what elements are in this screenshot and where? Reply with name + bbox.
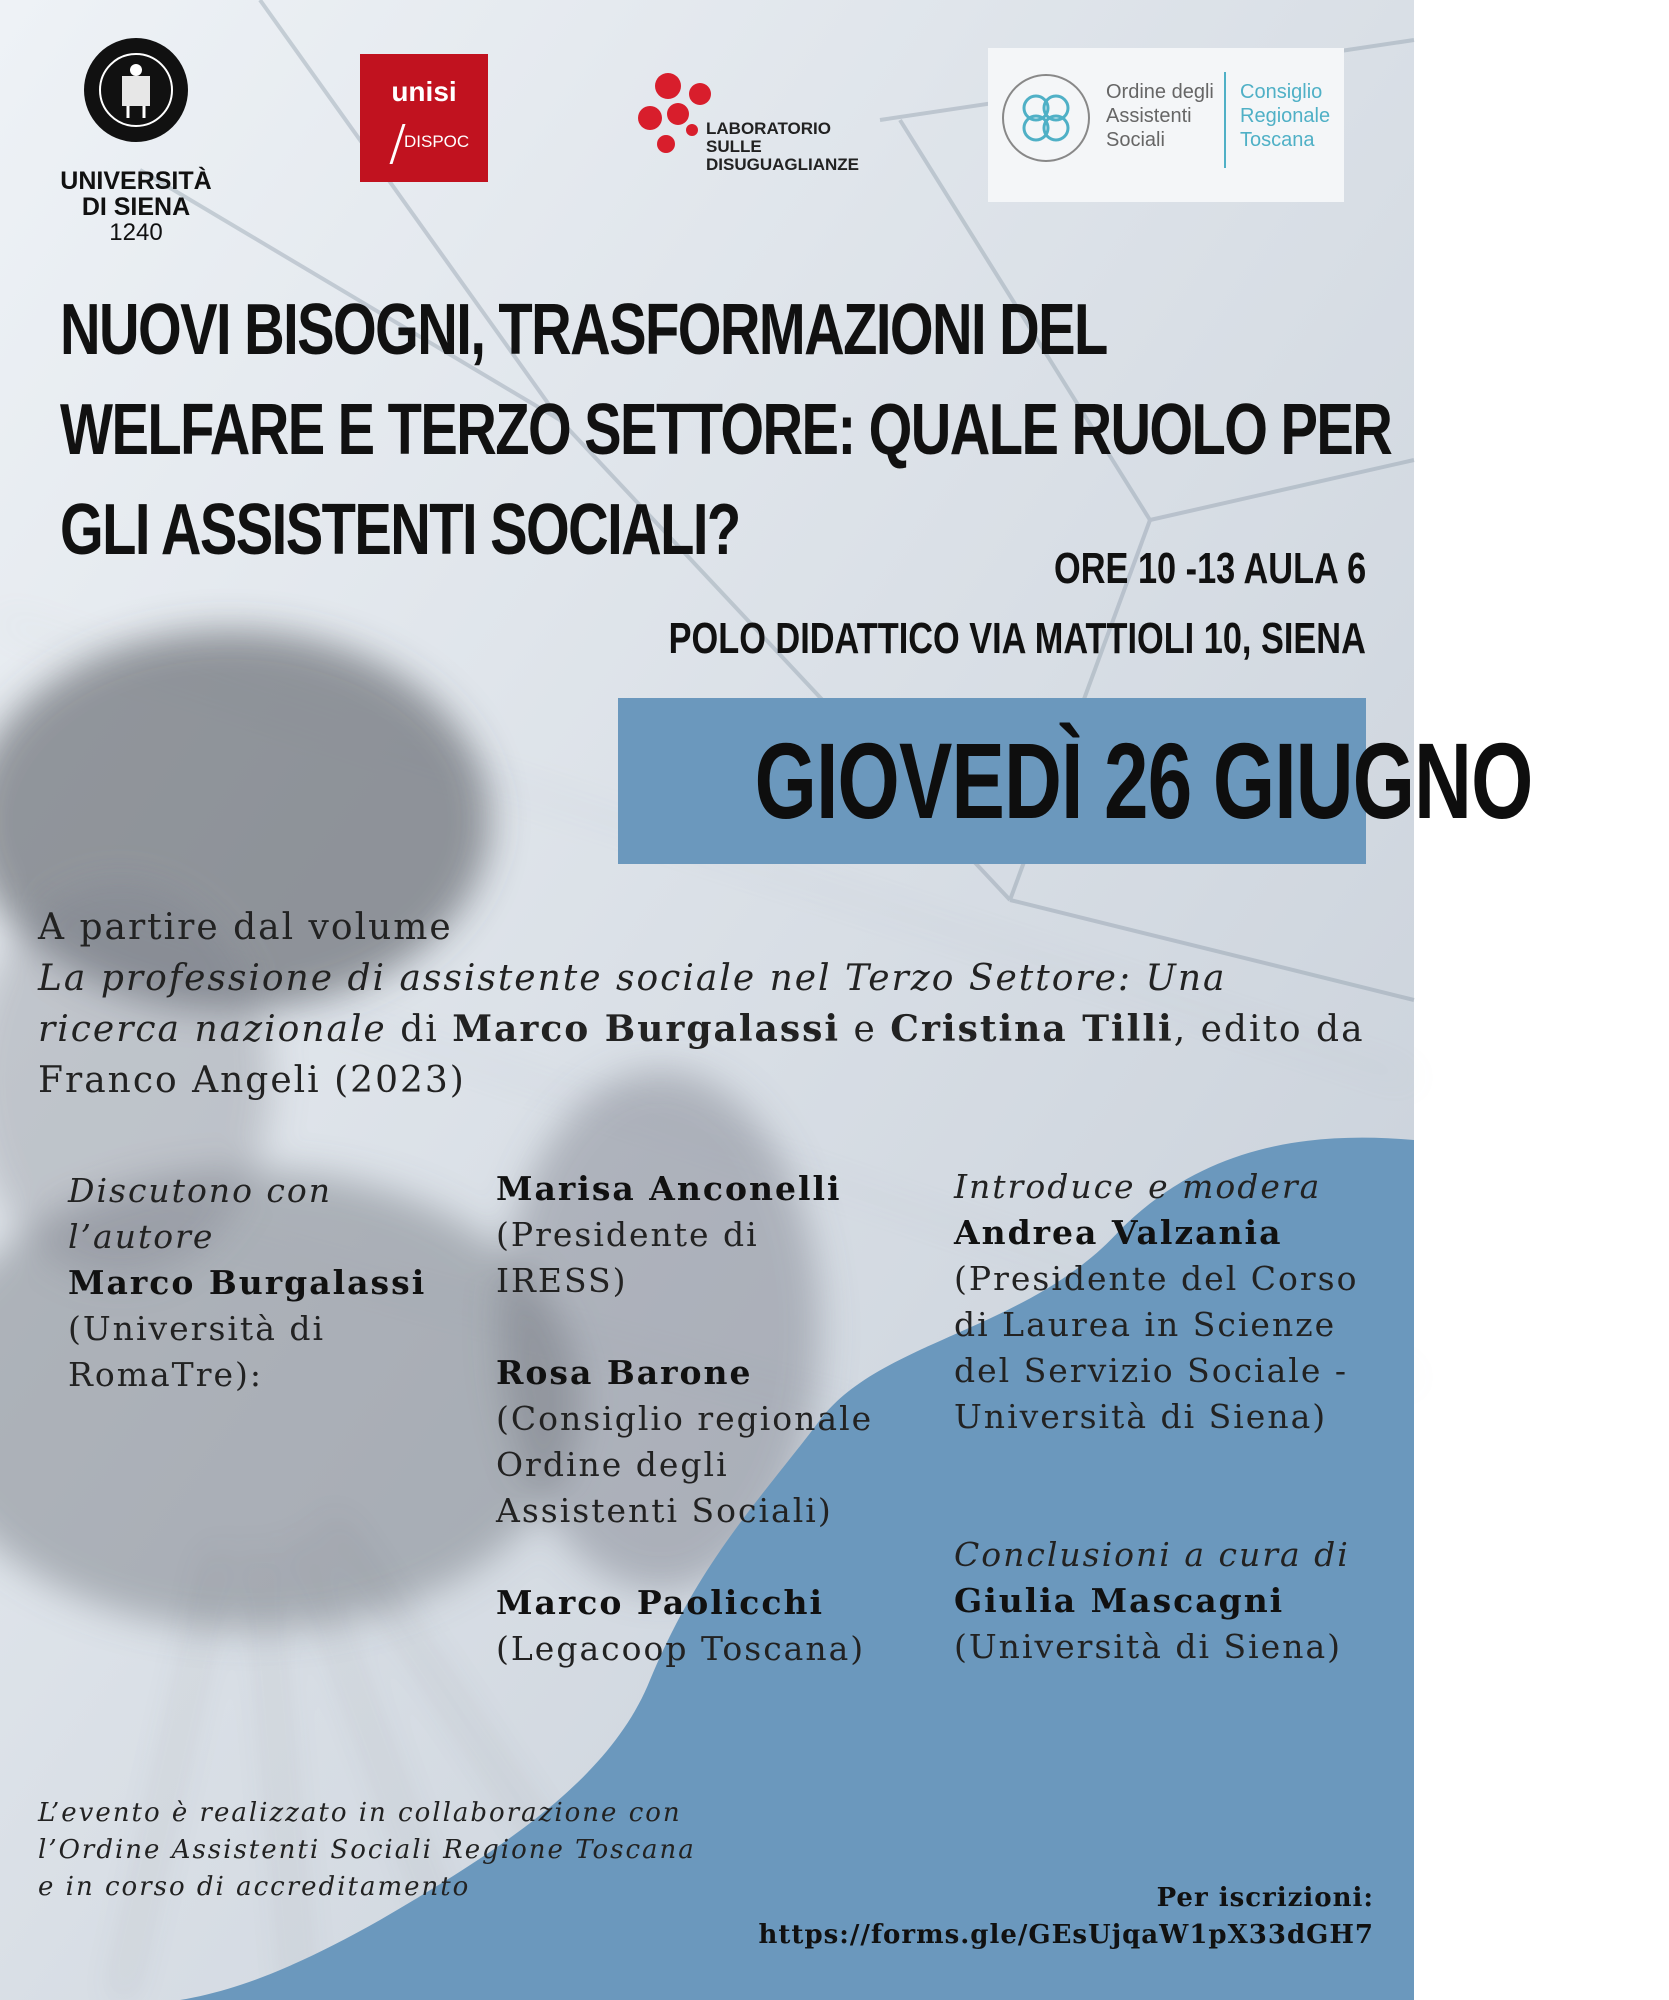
unisi-seal-icon <box>82 36 190 144</box>
speaker-affiliation: (Consiglio regionale Ordine degli Assistenti Sociali) <box>496 1399 874 1530</box>
intro-publisher: , edito da Franco Angeli (2023) <box>38 1009 1365 1101</box>
col1-heading: Discutono con l’autore <box>68 1171 333 1256</box>
unisi-dispoc-logo <box>360 54 488 182</box>
unisi-name-line2: DI SIENA <box>81 193 191 221</box>
conclusions-heading: Conclusioni a cura di <box>954 1535 1350 1574</box>
title-line: GLI ASSISTENTI SOCIALI? <box>60 490 740 570</box>
author1: Marco Burgalassi <box>452 1008 841 1050</box>
moderator-affiliation: (Presidente del Corso di Laurea in Scienze del Servizio Sociale - Università di Siena) <box>954 1259 1359 1436</box>
registration-link[interactable]: https://forms.gle/GEsUjqaW1pX33dGH7 <box>758 1920 1374 1950</box>
column-discussants <box>496 1166 896 1672</box>
unisi-year: 1240 <box>109 219 163 246</box>
speaker-affiliation: (Presidente di IRESS) <box>496 1215 759 1300</box>
author2: Cristina Tilli <box>890 1008 1174 1050</box>
speaker-affiliation: (Legacoop Toscana) <box>496 1629 866 1668</box>
lab-line2: SULLE <box>706 137 762 156</box>
lab-line3: DISUGUAGLIANZE <box>706 155 859 174</box>
lab-line1: LABORATORIO <box>706 119 831 138</box>
conclusions-affiliation: (Università di Siena) <box>954 1627 1343 1666</box>
ordine-col1-line: Ordine degli <box>1106 81 1214 103</box>
ordine-col2 <box>1240 80 1330 152</box>
intro-text <box>38 902 1378 1106</box>
time-place: ORE 10 -13 AULA 6 <box>1053 544 1366 593</box>
ordine-col1-line: Sociali <box>1106 129 1165 151</box>
collaboration-note <box>38 1795 696 1906</box>
unisi-name-line1: UNIVERSITÀ <box>60 167 212 195</box>
ordine-knot-icon <box>1000 72 1092 164</box>
event-date-text: GIOVEDÌ 26 GIUGNO <box>754 720 1533 841</box>
speaker-name: Marco Paolicchi <box>496 1583 824 1622</box>
col1-affiliation: (Università di RomaTre): <box>68 1309 326 1394</box>
intro-line1: A partire dal volume <box>38 907 453 948</box>
moderator-heading: Introduce e modera <box>954 1167 1322 1206</box>
intro-by: di <box>386 1009 453 1050</box>
book-title: La professione di assistente sociale nel Terzo Settore: Una ricerca nazionale <box>38 958 1227 1050</box>
column-moderator <box>954 1164 1374 1670</box>
title-line: NUOVI BISOGNI, TRASFORMAZIONI DEL <box>60 290 1107 370</box>
speaker <box>496 1166 896 1304</box>
registration <box>759 1880 1374 1954</box>
footer-line: e in corso di accreditamento <box>38 1872 471 1902</box>
dispoc-top-text: unisi <box>391 76 457 107</box>
registration-label: Per iscrizioni: <box>1156 1883 1374 1913</box>
unisi-logo <box>56 36 216 246</box>
ordine-divider <box>1224 72 1226 168</box>
column-discussants-intro <box>68 1168 438 1398</box>
footer-line: L’evento è realizzato in collaborazione con <box>38 1798 682 1828</box>
ordine-col2-line: Consiglio <box>1240 81 1323 103</box>
dispoc-bottom-text: DISPOC <box>404 132 470 151</box>
speaker <box>496 1580 896 1672</box>
conclusions-name: Giulia Mascagni <box>954 1581 1285 1620</box>
moderator-name: Andrea Valzania <box>954 1213 1283 1252</box>
speaker-name: Marisa Anconelli <box>496 1169 842 1208</box>
speaker <box>496 1350 896 1534</box>
event-date <box>618 698 1533 864</box>
speaker-name: Rosa Barone <box>496 1353 753 1392</box>
intro-body <box>38 953 1378 1106</box>
ordine-col2-line: Regionale <box>1240 105 1331 127</box>
ordine-col1-line: Assistenti <box>1106 105 1192 127</box>
intro-and: e <box>840 1009 891 1050</box>
venue: POLO DIDATTICO VIA MATTIOLI 10, SIENA <box>668 614 1366 663</box>
lab-logo <box>636 70 896 180</box>
ordine-col2-line: Toscana <box>1240 129 1315 151</box>
ordine-col1 <box>1106 80 1214 152</box>
ordine-logo <box>988 48 1344 202</box>
title-line: WELFARE E TERZO SETTORE: QUALE RUOLO PER <box>60 390 1392 470</box>
footer-line: l’Ordine Assistenti Sociali Regione Toscana <box>38 1835 696 1865</box>
col1-name: Marco Burgalassi <box>68 1263 427 1302</box>
